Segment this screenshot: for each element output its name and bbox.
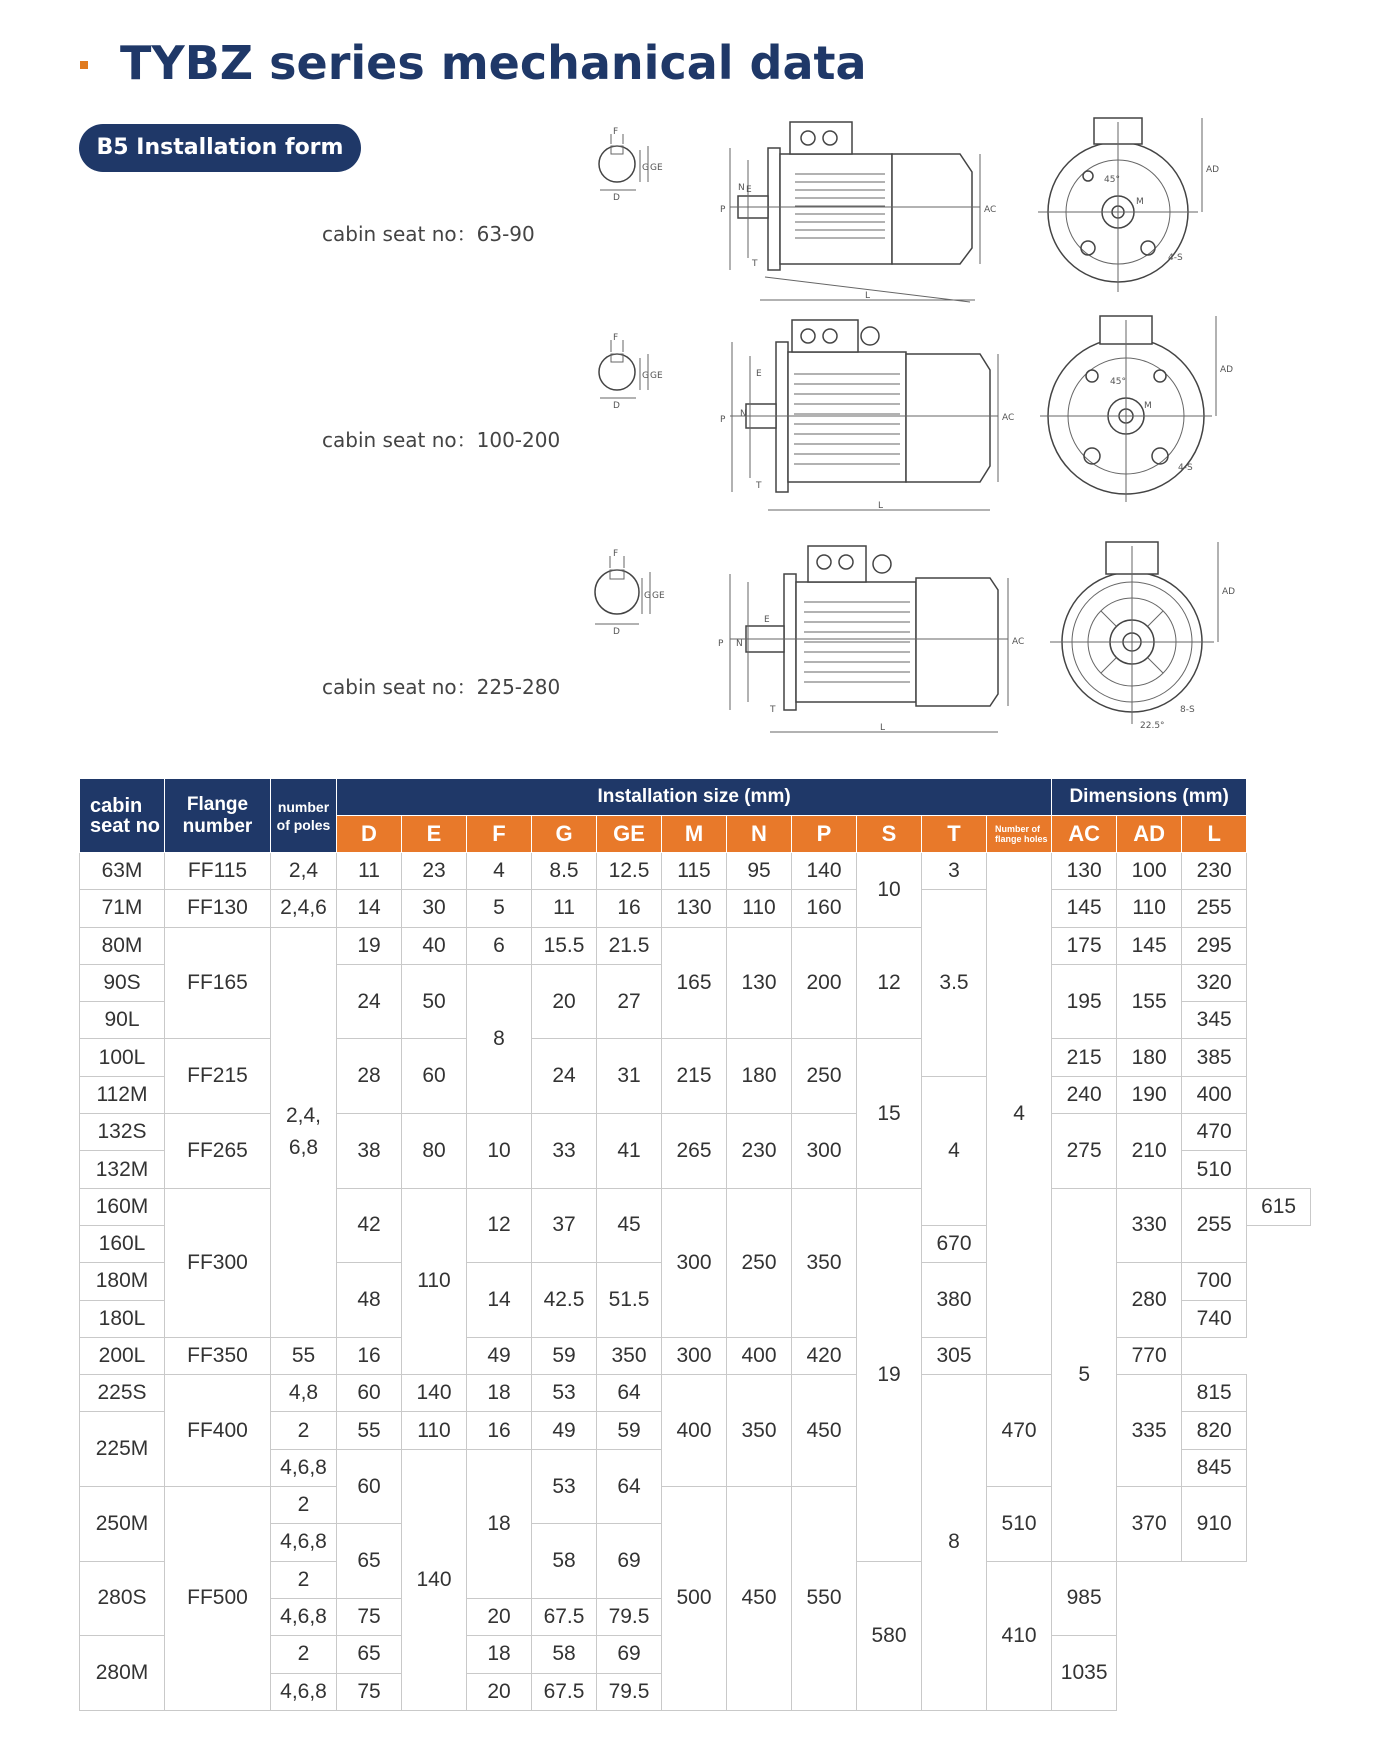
table-cell: 90L — [80, 1002, 165, 1039]
table-cell: 63M — [80, 853, 165, 890]
motor-drawing-225-280 — [580, 534, 1240, 744]
table-cell: 4,6,8 — [271, 1598, 337, 1635]
table-cell: 510 — [987, 1487, 1052, 1562]
table-cell: 210 — [1117, 1114, 1182, 1189]
table-cell: 24 — [532, 1039, 597, 1114]
table-cell: 155 — [1117, 964, 1182, 1039]
dim-225: 22.5° — [1140, 721, 1165, 731]
table-cell: 400 — [662, 1375, 727, 1487]
seat-label-225-280: cabin seat no：225-280 — [322, 675, 561, 699]
table-cell: 16 — [337, 1337, 402, 1374]
dim-t: T — [770, 705, 776, 715]
table-cell: 11 — [532, 890, 597, 927]
table-row — [80, 890, 1311, 927]
table-cell: 140 — [402, 1375, 467, 1412]
table-cell: 28 — [337, 1039, 402, 1114]
table-cell: 58 — [532, 1636, 597, 1673]
table-cell: 2,4, 6,8 — [271, 927, 337, 1337]
header-number-of-poles: number of poles — [271, 779, 337, 853]
table-cell: 110 — [727, 890, 792, 927]
table-cell: 27 — [597, 964, 662, 1039]
table-cell: 250M — [80, 1487, 165, 1562]
dim-ge: GE — [650, 371, 663, 381]
table-cell: FF130 — [165, 890, 271, 927]
table-cell: 300 — [792, 1114, 857, 1189]
dim-n: N — [740, 409, 747, 419]
table-cell: 140 — [402, 1449, 467, 1710]
table-cell: 280S — [80, 1561, 165, 1636]
table-cell: 180M — [80, 1263, 165, 1300]
dim-ac: AC — [1002, 413, 1015, 423]
dim-ad: AD — [1220, 365, 1234, 375]
table-cell: 275 — [1052, 1114, 1117, 1189]
header-dimensions: Dimensions (mm) — [1052, 779, 1247, 816]
table-cell: 320 — [1182, 964, 1247, 1001]
table-cell: 300 — [662, 1337, 727, 1374]
page-title: TYBZ series mechanical data — [120, 36, 867, 90]
table-cell: 280M — [80, 1636, 165, 1711]
table-cell: 31 — [597, 1039, 662, 1114]
table-cell: 41 — [597, 1114, 662, 1189]
header-cabin-seat-no: cabin seat no — [80, 779, 165, 853]
table-cell: 18 — [467, 1449, 532, 1598]
dim-n: N — [738, 183, 745, 193]
table-row — [80, 853, 1311, 890]
table-cell: 16 — [467, 1412, 532, 1449]
table-cell: 740 — [1182, 1300, 1247, 1337]
table-cell: 14 — [467, 1263, 532, 1338]
table-cell: 64 — [597, 1449, 662, 1524]
table-cell: 40 — [402, 927, 467, 964]
table-cell: 65 — [337, 1636, 402, 1673]
table-cell: 180L — [80, 1300, 165, 1337]
table-cell: 255 — [1182, 1188, 1247, 1263]
table-cell: 2 — [271, 1412, 337, 1449]
table-cell: 18 — [467, 1636, 532, 1673]
dim-m: M — [1144, 401, 1152, 411]
dim-8s: 8-S — [1180, 705, 1195, 715]
table-cell: 345 — [1182, 1002, 1247, 1039]
header-installation-size: Installation size (mm) — [337, 779, 1052, 816]
table-cell: 8.5 — [532, 853, 597, 890]
table-cell: 19 — [857, 1188, 922, 1561]
table-cell: 470 — [987, 1375, 1052, 1487]
table-cell: 53 — [532, 1375, 597, 1412]
dim-e: E — [756, 369, 762, 379]
table-cell: 500 — [662, 1487, 727, 1711]
table-cell: 2 — [271, 1561, 337, 1598]
table-cell: 670 — [922, 1225, 987, 1262]
table-cell: 250 — [727, 1188, 792, 1337]
table-cell: 140 — [792, 853, 857, 890]
dim-45: 45° — [1104, 175, 1120, 185]
table-cell: 200L — [80, 1337, 165, 1374]
col-s: S — [857, 816, 922, 853]
dim-t: T — [756, 481, 762, 491]
table-cell: 400 — [727, 1337, 792, 1374]
table-cell: 160 — [792, 890, 857, 927]
table-cell: 335 — [1117, 1375, 1182, 1487]
table-cell: 370 — [1117, 1487, 1182, 1562]
table-cell: 255 — [1182, 890, 1247, 927]
col-g: G — [532, 816, 597, 853]
col-ad: AD — [1117, 816, 1182, 853]
table-cell: 15.5 — [532, 927, 597, 964]
table-cell: 49 — [532, 1412, 597, 1449]
shaft-section-icon — [599, 127, 663, 203]
motor-front-view-icon — [1050, 542, 1235, 731]
table-cell: FF500 — [165, 1487, 271, 1711]
table-cell: 230 — [1182, 853, 1247, 890]
table-cell: 820 — [1182, 1412, 1247, 1449]
installation-form-badge: B5 Installation form — [79, 124, 361, 172]
table-row — [80, 1337, 1311, 1374]
dim-m: M — [1136, 197, 1144, 207]
table-cell: 2 — [271, 1487, 337, 1524]
table-cell: 75 — [337, 1673, 402, 1710]
table-row — [80, 1188, 1311, 1225]
dim-e: E — [764, 615, 770, 625]
table-cell: 67.5 — [532, 1673, 597, 1710]
seat-label-63-90: cabin seat no：63-90 — [322, 222, 535, 246]
table-cell: 180 — [727, 1039, 792, 1114]
table-cell: 19 — [337, 927, 402, 964]
table-cell: 470 — [1182, 1114, 1247, 1151]
table-cell: 265 — [662, 1114, 727, 1189]
table-cell: 225S — [80, 1375, 165, 1412]
table-cell: 420 — [792, 1337, 857, 1374]
table-cell: 48 — [337, 1263, 402, 1338]
table-cell: 15 — [857, 1039, 922, 1188]
table-cell: FF165 — [165, 927, 271, 1039]
table-cell: 100L — [80, 1039, 165, 1076]
table-cell: 815 — [1182, 1375, 1247, 1412]
table-cell: 240 — [1052, 1076, 1117, 1113]
table-cell: 195 — [1052, 964, 1117, 1039]
table-cell: 145 — [1117, 927, 1182, 964]
table-cell: 59 — [597, 1412, 662, 1449]
seat-label-100-200: cabin seat no：100-200 — [322, 428, 561, 452]
motor-front-view-icon — [1038, 118, 1219, 292]
table-cell: 132S — [80, 1114, 165, 1151]
table-cell: 14 — [337, 890, 402, 927]
table-cell: 300 — [662, 1188, 727, 1337]
table-cell: 215 — [662, 1039, 727, 1114]
table-cell: 700 — [1182, 1263, 1247, 1300]
dim-g: G — [642, 371, 649, 381]
table-cell: 95 — [727, 853, 792, 890]
table-cell: 80 — [402, 1114, 467, 1189]
dim-d: D — [613, 627, 620, 637]
table-cell: 910 — [1182, 1487, 1247, 1562]
table-cell: 23 — [402, 853, 467, 890]
table-cell: 79.5 — [597, 1673, 662, 1710]
dim-d: D — [613, 193, 620, 203]
dim-l: L — [880, 723, 886, 733]
table-cell: 190 — [1117, 1076, 1182, 1113]
table-cell: 4 — [467, 853, 532, 890]
table-cell: 230 — [727, 1114, 792, 1189]
table-cell: FF350 — [165, 1337, 271, 1374]
table-cell: 10 — [857, 853, 922, 928]
table-cell: FF115 — [165, 853, 271, 890]
table-cell: 845 — [1182, 1449, 1247, 1486]
dim-p: P — [720, 415, 726, 425]
dim-d: D — [613, 401, 620, 411]
table-cell: 60 — [337, 1449, 402, 1524]
table-row — [80, 1114, 1311, 1151]
table-cell: 21.5 — [597, 927, 662, 964]
dim-45: 45° — [1110, 377, 1126, 387]
table-cell: 330 — [1117, 1188, 1182, 1263]
col-ge: GE — [597, 816, 662, 853]
table-cell: 5 — [467, 890, 532, 927]
table-cell: FF300 — [165, 1188, 271, 1337]
table-cell: 4,6,8 — [271, 1524, 337, 1561]
table-cell: 225M — [80, 1412, 165, 1487]
table-cell: 5 — [1052, 1188, 1117, 1561]
dim-4s: 4-S — [1168, 253, 1183, 263]
table-cell: 550 — [792, 1487, 857, 1711]
dim-l: L — [878, 501, 884, 511]
mechanical-data-table — [79, 778, 1311, 1711]
dim-e: E — [746, 185, 752, 195]
table-cell: 130 — [727, 927, 792, 1039]
dim-g: G — [642, 163, 649, 173]
motor-drawing-100-200 — [580, 312, 1240, 522]
col-flange-holes: Number of flange holes — [987, 816, 1052, 853]
table-cell: 1035 — [1052, 1636, 1117, 1711]
table-cell: 20 — [532, 964, 597, 1039]
table-cell: 24 — [337, 964, 402, 1039]
motor-drawing-63-90 — [580, 112, 1240, 312]
table-cell: 50 — [402, 964, 467, 1039]
table-cell: 55 — [271, 1337, 337, 1374]
table-cell: 4,6,8 — [271, 1673, 337, 1710]
dim-4s: 4-S — [1178, 463, 1193, 473]
table-row — [80, 1487, 1311, 1524]
table-cell: 60 — [402, 1039, 467, 1114]
title-bullet — [80, 61, 88, 69]
header-flange-number: Flange number — [165, 779, 271, 853]
dim-ge: GE — [650, 163, 663, 173]
table-cell: 10 — [467, 1114, 532, 1189]
table-cell: 770 — [1117, 1337, 1182, 1374]
motor-side-view-icon — [718, 546, 1024, 733]
table-cell: 2,4,6 — [271, 890, 337, 927]
table-cell: 30 — [402, 890, 467, 927]
table-cell: 69 — [597, 1524, 662, 1599]
col-n: N — [727, 816, 792, 853]
col-t: T — [922, 816, 987, 853]
table-cell: 510 — [1182, 1151, 1247, 1188]
table-cell: 12 — [467, 1188, 532, 1263]
table-cell: 6 — [467, 927, 532, 964]
dim-t: T — [752, 259, 758, 269]
table-cell: 160L — [80, 1225, 165, 1262]
table-cell: 350 — [597, 1337, 662, 1374]
shaft-section-icon — [595, 549, 665, 637]
table-cell: 53 — [532, 1449, 597, 1524]
col-p: P — [792, 816, 857, 853]
dim-p: P — [718, 639, 724, 649]
table-cell: 2 — [271, 1636, 337, 1673]
table-cell: 305 — [922, 1337, 987, 1374]
table-row — [80, 1039, 1311, 1076]
table-cell: 55 — [337, 1412, 402, 1449]
table-cell: 110 — [1117, 890, 1182, 927]
table-row — [80, 927, 1311, 964]
table-cell: 12 — [857, 927, 922, 1039]
table-cell: 4 — [987, 853, 1052, 1375]
table-cell: FF400 — [165, 1375, 271, 1487]
dim-l: L — [865, 291, 871, 301]
table-cell: 59 — [532, 1337, 597, 1374]
table-cell: 130 — [1052, 853, 1117, 890]
shaft-section-icon — [599, 333, 663, 411]
table-cell: 20 — [467, 1673, 532, 1710]
dim-f: F — [613, 127, 619, 137]
dim-p: P — [720, 205, 726, 215]
table-cell: 49 — [467, 1337, 532, 1374]
table-cell: 38 — [337, 1114, 402, 1189]
table-cell: 33 — [532, 1114, 597, 1189]
table-cell: 180 — [1117, 1039, 1182, 1076]
table-cell: 79.5 — [597, 1598, 662, 1635]
dim-g: G — [644, 591, 651, 601]
table-cell: 16 — [597, 890, 662, 927]
table-cell: FF215 — [165, 1039, 271, 1114]
table-cell: 12.5 — [597, 853, 662, 890]
table-cell: 60 — [337, 1375, 402, 1412]
table-cell: 100 — [1117, 853, 1182, 890]
table-cell: 58 — [532, 1524, 597, 1599]
table-cell: 350 — [727, 1375, 792, 1487]
table-cell: 110 — [402, 1412, 467, 1449]
table-cell: 385 — [1182, 1039, 1247, 1076]
table-cell: 4 — [922, 1076, 987, 1225]
table-cell: 2,4 — [271, 853, 337, 890]
table-cell: 80M — [80, 927, 165, 964]
page-header — [80, 28, 867, 98]
table-cell: 42.5 — [532, 1263, 597, 1338]
table-cell: 615 — [1247, 1188, 1311, 1225]
table-cell: 67.5 — [532, 1598, 597, 1635]
table-cell: 175 — [1052, 927, 1117, 964]
col-ac: AC — [1052, 816, 1117, 853]
table-cell: FF265 — [165, 1114, 271, 1189]
dim-f: F — [613, 549, 619, 559]
table-cell: 3.5 — [922, 890, 987, 1076]
table-cell: 295 — [1182, 927, 1247, 964]
table-cell: 45 — [597, 1188, 662, 1263]
table-cell: 11 — [337, 853, 402, 890]
table-cell: 160M — [80, 1188, 165, 1225]
table-cell: 75 — [337, 1598, 402, 1635]
table-cell: 110 — [402, 1188, 467, 1374]
table-cell: 410 — [987, 1561, 1052, 1710]
table-cell: 280 — [1117, 1263, 1182, 1338]
table-cell: 4,6,8 — [271, 1449, 337, 1486]
table-cell: 51.5 — [597, 1263, 662, 1338]
table-cell: 8 — [467, 964, 532, 1113]
table-cell: 580 — [857, 1561, 922, 1710]
dim-ac: AC — [1012, 637, 1025, 647]
table-cell: 18 — [467, 1375, 532, 1412]
dim-ac: AC — [984, 205, 997, 215]
table-cell: 400 — [1182, 1076, 1247, 1113]
table-cell: 215 — [1052, 1039, 1117, 1076]
table-cell: 450 — [727, 1487, 792, 1711]
table-cell: 20 — [467, 1598, 532, 1635]
table-row — [80, 1375, 1311, 1412]
table-cell: 112M — [80, 1076, 165, 1113]
motor-side-view-icon — [720, 320, 1014, 511]
table-cell: 115 — [662, 853, 727, 890]
motor-front-view-icon — [1040, 316, 1233, 502]
table-cell: 350 — [792, 1188, 857, 1337]
dim-n: N — [736, 639, 743, 649]
dim-ge: GE — [652, 591, 665, 601]
table-cell: 132M — [80, 1151, 165, 1188]
table-cell: 145 — [1052, 890, 1117, 927]
col-l: L — [1182, 816, 1247, 853]
table-cell: 8 — [922, 1375, 987, 1711]
col-e: E — [402, 816, 467, 853]
dim-ad: AD — [1206, 165, 1220, 175]
motor-side-view-icon — [720, 122, 996, 302]
table-cell: 250 — [792, 1039, 857, 1114]
table-cell: 64 — [597, 1375, 662, 1412]
col-m: M — [662, 816, 727, 853]
table-cell: 450 — [792, 1375, 857, 1487]
table-cell: 71M — [80, 890, 165, 927]
dim-ad: AD — [1222, 587, 1236, 597]
col-d: D — [337, 816, 402, 853]
dim-f: F — [613, 333, 619, 343]
table-cell: 200 — [792, 927, 857, 1039]
table-cell: 90S — [80, 964, 165, 1001]
table-cell: 42 — [337, 1188, 402, 1263]
table-cell: 130 — [662, 890, 727, 927]
table-cell: 3 — [922, 853, 987, 890]
table-cell: 69 — [597, 1636, 662, 1673]
table-cell: 37 — [532, 1188, 597, 1263]
table-cell: 165 — [662, 927, 727, 1039]
table-cell: 65 — [337, 1524, 402, 1599]
table-cell: 985 — [1052, 1561, 1117, 1636]
col-f: F — [467, 816, 532, 853]
table-cell: 4,8 — [271, 1375, 337, 1412]
table-cell: 380 — [922, 1263, 987, 1338]
